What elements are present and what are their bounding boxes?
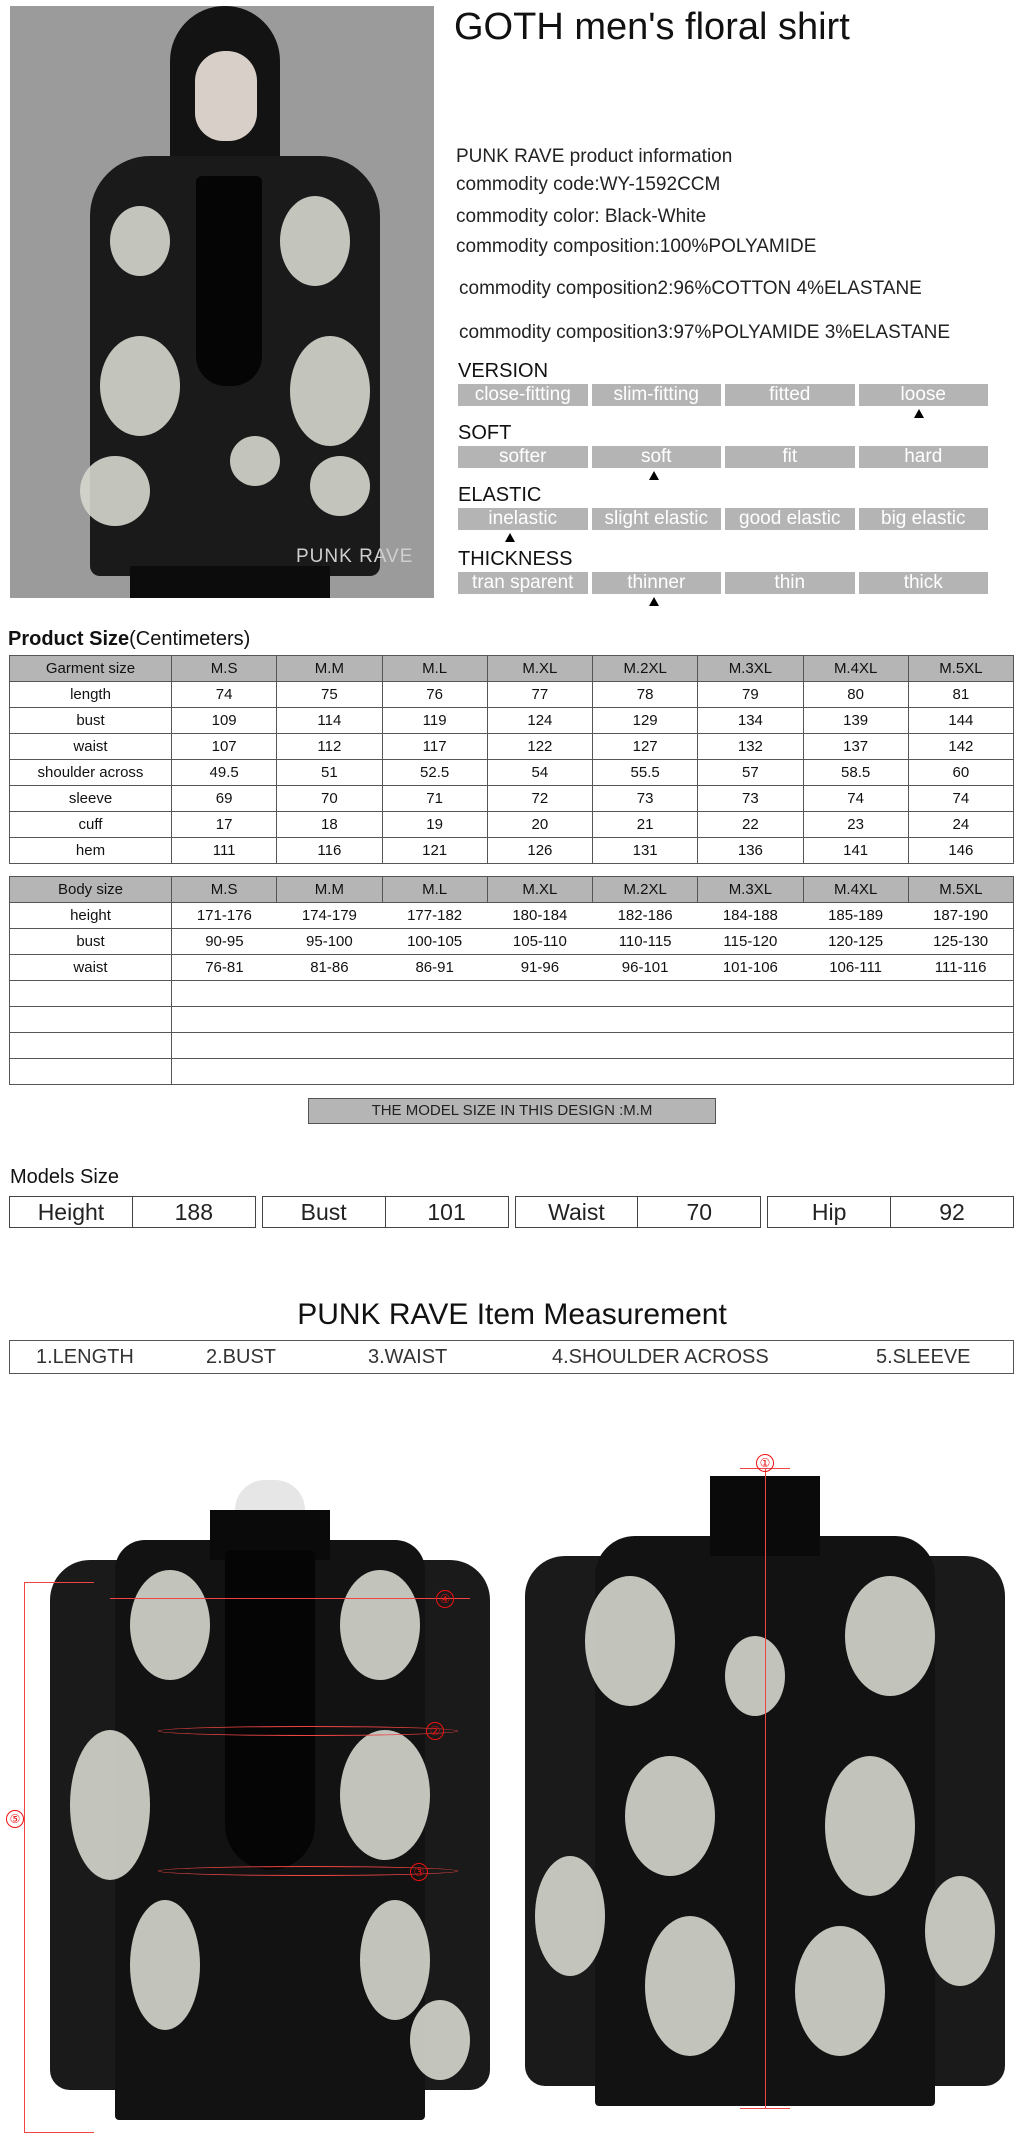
table-cell: 114	[277, 708, 382, 734]
table-header-size: M.XL	[487, 656, 592, 682]
table-row	[10, 708, 1014, 734]
table-cell: 54	[487, 760, 592, 786]
table-header-size: M.2XL	[593, 656, 698, 682]
table-cell: 17	[172, 812, 277, 838]
table-cell: 132	[698, 734, 803, 760]
table-cell: 18	[277, 812, 382, 838]
table-cell: 180-184	[487, 903, 592, 929]
measurement-title: PUNK RAVE Item Measurement	[297, 1298, 727, 1331]
table-row	[10, 903, 1014, 929]
table-cell: 55.5	[593, 760, 698, 786]
table-cell: 60	[908, 760, 1013, 786]
models-size-label: Models Size	[10, 1166, 119, 1188]
model-height: Height 188	[9, 1196, 256, 1228]
info-composition2: commodity composition2:96%COTTON 4%ELASTANE	[459, 278, 922, 299]
table-cell: 74	[803, 786, 908, 812]
table-cell: 110-115	[593, 929, 698, 955]
marker-bust: ②	[426, 1722, 444, 1740]
table-cell: 174-179	[277, 903, 382, 929]
product-size-table	[9, 655, 1014, 864]
table-row	[10, 812, 1014, 838]
table-cell: 95-100	[277, 929, 382, 955]
table-cell: 51	[277, 760, 382, 786]
table-header-label: Garment size	[10, 656, 172, 682]
empty-row	[10, 1033, 1014, 1059]
version-label: VERSION	[458, 360, 549, 382]
table-cell: 126	[487, 838, 592, 864]
table-cell: 21	[593, 812, 698, 838]
version-scale	[458, 384, 988, 406]
table-cell: 71	[382, 786, 487, 812]
table-row	[10, 760, 1014, 786]
models-size-row	[9, 1196, 1014, 1228]
shirt-back-diagram	[525, 1456, 1005, 2136]
table-header-size: M.2XL	[593, 877, 698, 903]
table-cell: 109	[172, 708, 277, 734]
measure-waist: 3.WAIST	[368, 1346, 448, 1368]
table-header-size: M.5XL	[908, 877, 1013, 903]
thickness-option: thinner	[592, 572, 722, 594]
table-cell: 90-95	[172, 929, 277, 955]
table-cell: 171-176	[172, 903, 277, 929]
version-option: loose	[859, 384, 989, 406]
product-size-title: Product Size(Centimeters)	[8, 628, 251, 650]
thickness-option: thin	[725, 572, 855, 594]
table-cell: 136	[698, 838, 803, 864]
table-cell: 177-182	[382, 903, 487, 929]
soft-label: SOFT	[458, 422, 512, 444]
elastic-scale	[458, 508, 988, 530]
row-label: length	[10, 682, 172, 708]
soft-scale	[458, 446, 988, 468]
elastic-option: inelastic	[458, 508, 588, 530]
marker-length: ①	[756, 1454, 774, 1472]
table-cell: 73	[698, 786, 803, 812]
empty-row	[10, 981, 1014, 1007]
table-cell: 187-190	[908, 903, 1013, 929]
table-header-size: M.L	[382, 656, 487, 682]
table-cell: 96-101	[593, 955, 698, 981]
marker-waist: ③	[410, 1863, 428, 1881]
table-cell: 107	[172, 734, 277, 760]
table-header-size: M.4XL	[803, 656, 908, 682]
table-cell: 74	[172, 682, 277, 708]
model-size-note: THE MODEL SIZE IN THIS DESIGN :M.M	[308, 1098, 716, 1124]
table-cell: 74	[908, 786, 1013, 812]
table-cell: 20	[487, 812, 592, 838]
elastic-option: big elastic	[859, 508, 989, 530]
version-option: close-fitting	[458, 384, 588, 406]
table-row	[10, 955, 1014, 981]
table-cell: 116	[277, 838, 382, 864]
table-header-size: M.4XL	[803, 877, 908, 903]
table-cell: 57	[698, 760, 803, 786]
table-cell: 76-81	[172, 955, 277, 981]
table-header-size: M.M	[277, 877, 382, 903]
table-cell: 131	[593, 838, 698, 864]
table-cell: 79	[698, 682, 803, 708]
table-cell: 122	[487, 734, 592, 760]
elastic-label: ELASTIC	[458, 484, 542, 506]
row-label: cuff	[10, 812, 172, 838]
table-header-size: M.3XL	[698, 656, 803, 682]
row-label: waist	[10, 955, 172, 981]
table-cell: 73	[593, 786, 698, 812]
model-photo	[10, 6, 434, 598]
table-cell: 124	[487, 708, 592, 734]
row-label: bust	[10, 929, 172, 955]
table-header-size: M.S	[172, 877, 277, 903]
table-cell: 120-125	[803, 929, 908, 955]
table-cell: 72	[487, 786, 592, 812]
thickness-scale	[458, 572, 988, 594]
table-header-size: M.L	[382, 877, 487, 903]
product-title: GOTH men's floral shirt	[454, 6, 850, 48]
elastic-option: good elastic	[725, 508, 855, 530]
thickness-label: THICKNESS	[458, 548, 573, 570]
row-label: waist	[10, 734, 172, 760]
table-cell: 139	[803, 708, 908, 734]
soft-option: fit	[725, 446, 855, 468]
thickness-option: thick	[859, 572, 989, 594]
table-cell: 101-106	[698, 955, 803, 981]
measure-sleeve: 5.SLEEVE	[876, 1346, 971, 1368]
info-composition: commodity composition:100%POLYAMIDE	[456, 236, 817, 257]
table-cell: 185-189	[803, 903, 908, 929]
marker-shoulder: ④	[436, 1590, 454, 1608]
table-cell: 146	[908, 838, 1013, 864]
row-label: sleeve	[10, 786, 172, 812]
table-header-size: M.3XL	[698, 877, 803, 903]
table-cell: 58.5	[803, 760, 908, 786]
soft-selected-marker	[649, 471, 659, 480]
table-cell: 91-96	[487, 955, 592, 981]
table-cell: 69	[172, 786, 277, 812]
table-cell: 119	[382, 708, 487, 734]
table-cell: 76	[382, 682, 487, 708]
photo-watermark: PUNK RAVE	[296, 546, 414, 567]
table-cell: 19	[382, 812, 487, 838]
info-heading: PUNK RAVE product information	[456, 146, 733, 167]
info-composition3: commodity composition3:97%POLYAMIDE 3%ELASTANE	[459, 322, 951, 343]
model-hip: Hip 92	[767, 1196, 1014, 1228]
table-cell: 75	[277, 682, 382, 708]
elastic-option: slight elastic	[592, 508, 722, 530]
soft-option: softer	[458, 446, 588, 468]
body-size-table	[9, 876, 1014, 1085]
table-cell: 137	[803, 734, 908, 760]
measure-length: 1.LENGTH	[36, 1346, 134, 1368]
table-cell: 112	[277, 734, 382, 760]
info-code: commodity code:WY-1592CCM	[456, 174, 721, 195]
table-cell: 86-91	[382, 955, 487, 981]
table-cell: 52.5	[382, 760, 487, 786]
table-cell: 121	[382, 838, 487, 864]
table-cell: 141	[803, 838, 908, 864]
table-cell: 125-130	[908, 929, 1013, 955]
table-row	[10, 734, 1014, 760]
empty-row	[10, 1007, 1014, 1033]
thickness-selected-marker	[649, 597, 659, 606]
measure-shoulder: 4.SHOULDER ACROSS	[552, 1346, 769, 1368]
row-label: bust	[10, 708, 172, 734]
version-selected-marker	[914, 409, 924, 418]
shirt-front-diagram	[9, 1480, 500, 2140]
table-cell: 80	[803, 682, 908, 708]
table-header-size: M.5XL	[908, 656, 1013, 682]
table-cell: 111-116	[908, 955, 1013, 981]
table-header-size: M.M	[277, 656, 382, 682]
table-cell: 100-105	[382, 929, 487, 955]
table-cell: 78	[593, 682, 698, 708]
table-cell: 49.5	[172, 760, 277, 786]
table-cell: 111	[172, 838, 277, 864]
table-cell: 106-111	[803, 955, 908, 981]
table-cell: 182-186	[593, 903, 698, 929]
table-cell: 81	[908, 682, 1013, 708]
thickness-option: tran sparent	[458, 572, 588, 594]
table-row	[10, 838, 1014, 864]
table-cell: 23	[803, 812, 908, 838]
row-label: shoulder across	[10, 760, 172, 786]
model-bust: Bust 101	[262, 1196, 509, 1228]
soft-option: soft	[592, 446, 722, 468]
table-row	[10, 682, 1014, 708]
table-cell: 105-110	[487, 929, 592, 955]
table-header-label: Body size	[10, 877, 172, 903]
row-label: height	[10, 903, 172, 929]
table-cell: 24	[908, 812, 1013, 838]
version-option: slim-fitting	[592, 384, 722, 406]
table-cell: 134	[698, 708, 803, 734]
table-cell: 144	[908, 708, 1013, 734]
table-header-size: M.XL	[487, 877, 592, 903]
table-row	[10, 929, 1014, 955]
table-cell: 115-120	[698, 929, 803, 955]
elastic-selected-marker	[505, 533, 515, 542]
table-cell: 81-86	[277, 955, 382, 981]
table-cell: 184-188	[698, 903, 803, 929]
version-option: fitted	[725, 384, 855, 406]
measure-bust: 2.BUST	[206, 1346, 277, 1368]
table-cell: 117	[382, 734, 487, 760]
table-cell: 127	[593, 734, 698, 760]
info-color: commodity color: Black-White	[456, 206, 707, 227]
empty-row	[10, 1059, 1014, 1085]
table-cell: 70	[277, 786, 382, 812]
table-row	[10, 786, 1014, 812]
measurement-legend	[9, 1340, 1014, 1374]
table-cell: 129	[593, 708, 698, 734]
table-header-size: M.S	[172, 656, 277, 682]
marker-sleeve: ⑤	[6, 1810, 24, 1828]
table-cell: 22	[698, 812, 803, 838]
row-label: hem	[10, 838, 172, 864]
model-waist: Waist 70	[515, 1196, 762, 1228]
soft-option: hard	[859, 446, 989, 468]
table-cell: 142	[908, 734, 1013, 760]
table-cell: 77	[487, 682, 592, 708]
